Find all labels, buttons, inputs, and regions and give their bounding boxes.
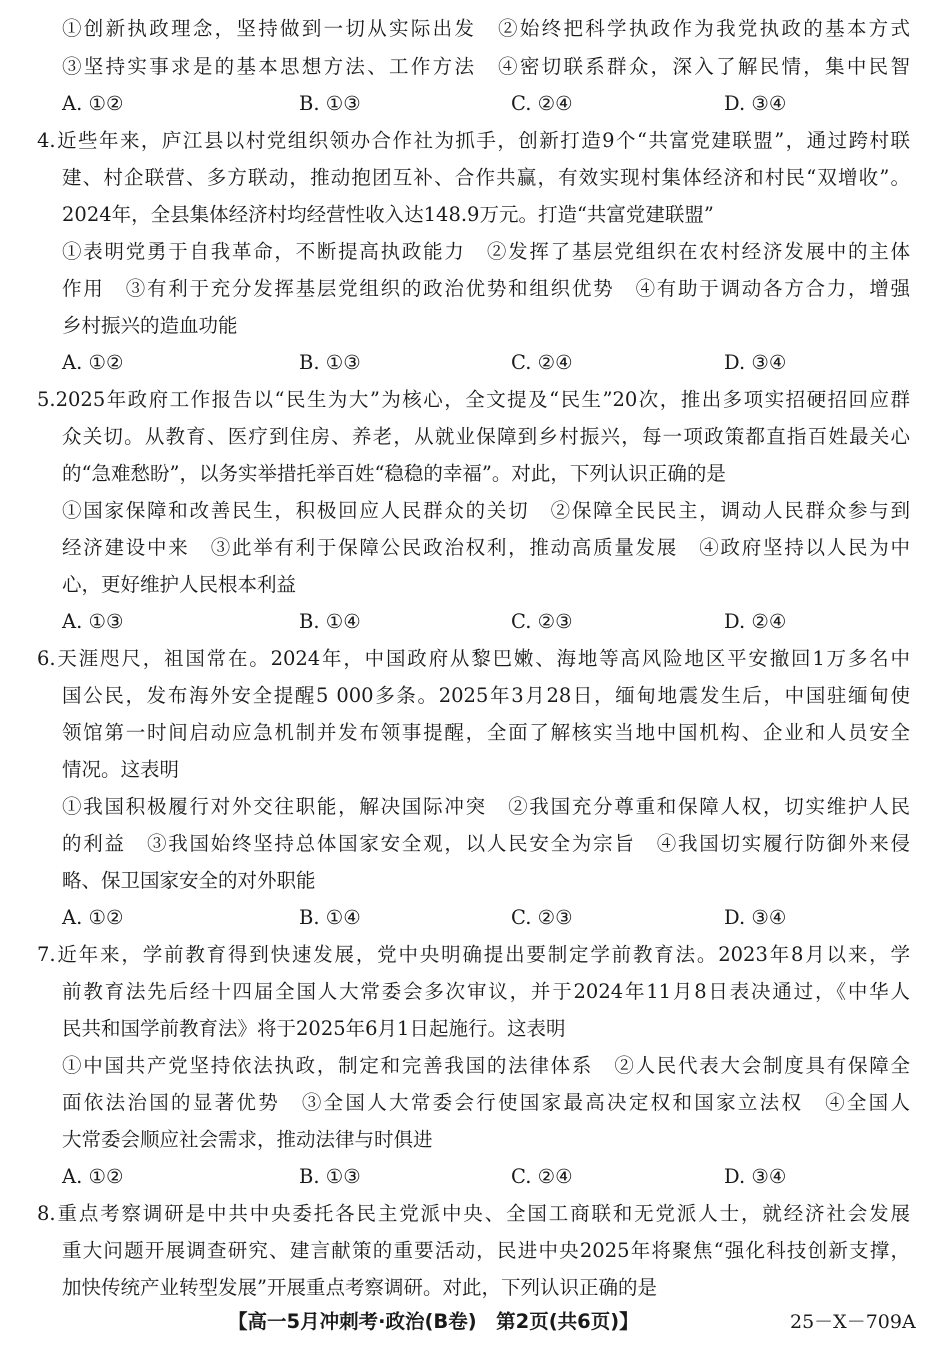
q5-option-b: B. ①④: [299, 610, 361, 633]
q7-option-d: D. ③④: [724, 1165, 787, 1188]
q6-option-d: D. ③④: [724, 906, 787, 929]
q7-stem-line: 前教育法先后经十四届全国人大常委会多次审议，并于2024年11月8日表决通过，《中华人: [62, 980, 910, 1003]
q4-options: [62, 351, 910, 375]
q6-statement-line: ①我国积极履行对外交往职能，解决国际冲突 ②我国充分尊重和保障人权，切实维护人民: [62, 795, 910, 818]
q7-option-b: B. ①③: [299, 1165, 361, 1188]
q5-option-d: D. ②④: [724, 610, 787, 633]
q3-statement-line: ③坚持实事求是的基本思想方法、工作方法 ④密切联系群众，深入了解民情，集中民智: [62, 55, 910, 78]
q6-statement-line: 的利益 ③我国始终坚持总体国家安全观，以人民安全为宗旨 ④我国切实履行防御外来侵: [62, 832, 910, 855]
q3-options: [62, 92, 910, 116]
q6-stem-line: 情况。这表明: [62, 758, 180, 781]
q6-stem-line: 6.天涯咫尺，祖国常在。2024年，中国政府从黎巴嫩、海地等高风险地区平安撤回1万多名中: [37, 647, 910, 670]
q7-statement-line: ①中国共产党坚持依法执政，制定和完善我国的法律体系 ②人民代表大会制度具有保障全: [62, 1054, 910, 1077]
q4-statement-line: 作用 ③有利于充分发挥基层党组织的政治优势和组织优势 ④有助于调动各方合力，增强: [62, 277, 910, 300]
page-footer-title: 【高一5月冲刺考·政治(B卷) 第2页(共6页)】: [228, 1310, 639, 1333]
q7-statement-line: 大常委会顺应社会需求，推动法律与时俱进: [62, 1128, 433, 1151]
q3-option-a: A. ①②: [62, 92, 124, 115]
q3-statement-line: ①创新执政理念，坚持做到一切从实际出发 ②始终把科学执政作为我党执政的基本方式: [62, 17, 910, 40]
page-footer-code: 25－X－709A: [790, 1311, 916, 1333]
q6-options: [62, 906, 910, 930]
q6-statement-line: 略、保卫国家安全的对外职能: [62, 869, 316, 892]
q7-stem-line: 民共和国学前教育法》将于2025年6月1日起施行。这表明: [62, 1017, 566, 1040]
q4-option-a: A. ①②: [62, 351, 124, 374]
q4-stem-line: 建、村企联营、多方联动，推动抱团互补、合作共赢，有效实现村集体经济和村民“双增收”。: [62, 166, 910, 189]
q7-statement-line: 面依法治国的显著优势 ③全国人大常委会行使国家最高决定权和国家立法权 ④全国人: [62, 1091, 910, 1114]
q4-option-c: C. ②④: [511, 351, 573, 374]
q4-stem-line: 4.近些年来，庐江县以村党组织领办合作社为抓手，创新打造9个“共富党建联盟”，通过跨村联: [37, 129, 910, 152]
q4-statement-line: 乡村振兴的造血功能: [62, 314, 238, 337]
q7-option-c: C. ②④: [511, 1165, 573, 1188]
q8-stem-line: 加快传统产业转型发展”开展重点考察调研。对此，下列认识正确的是: [62, 1276, 657, 1299]
q7-options: [62, 1165, 910, 1189]
q5-options: [62, 610, 910, 634]
q4-statement-line: ①表明党勇于自我革命，不断提高执政能力 ②发挥了基层党组织在农村经济发展中的主体: [62, 240, 910, 263]
q7-option-a: A. ①②: [62, 1165, 124, 1188]
q5-statement-line: ①国家保障和改善民生，积极回应人民群众的关切 ②保障全民民主，调动人民群众参与到: [62, 499, 910, 522]
q3-option-b: B. ①③: [299, 92, 361, 115]
q4-option-d: D. ③④: [724, 351, 787, 374]
q6-option-c: C. ②③: [511, 906, 573, 929]
q5-stem-line: 5.2025年政府工作报告以“民生为大”为核心，全文提及“民生”20次，推出多项实招硬招回应群: [37, 388, 910, 411]
q5-option-c: C. ②③: [511, 610, 573, 633]
q3-option-d: D. ③④: [724, 92, 787, 115]
q5-option-a: A. ①③: [62, 610, 124, 633]
q6-option-a: A. ①②: [62, 906, 124, 929]
q5-stem-line: 众关切。从教育、医疗到住房、养老，从就业保障到乡村振兴，每一项政策都直指百姓最关心: [62, 425, 910, 448]
q4-stem-line: 2024年，全县集体经济村均经营性收入达148.9万元。打造“共富党建联盟”: [62, 203, 714, 226]
q3-option-c: C. ②④: [511, 92, 573, 115]
q8-stem-line: 重大问题开展调查研究、建言献策的重要活动，民进中央2025年将聚焦“强化科技创新支撑，: [62, 1239, 910, 1262]
q6-stem-line: 领馆第一时间启动应急机制并发布领事提醒，全面了解核实当地中国机构、企业和人员安全: [62, 721, 910, 744]
q6-stem-line: 国公民，发布海外安全提醒5 000多条。2025年3月28日，缅甸地震发生后，中国驻缅甸使: [62, 684, 910, 707]
q6-option-b: B. ①④: [299, 906, 361, 929]
q8-stem-line: 8.重点考察调研是中共中央委托各民主党派中央、全国工商联和无党派人士，就经济社会发展: [37, 1202, 910, 1225]
q7-stem-line: 7.近年来，学前教育得到快速发展，党中央明确提出要制定学前教育法。2023年8月以来，学: [37, 943, 910, 966]
q5-statement-line: 经济建设中来 ③此举有利于保障公民政治权利，推动高质量发展 ④政府坚持以人民为中: [62, 536, 910, 559]
q5-stem-line: 的“急难愁盼”，以务实举措托举百姓“稳稳的幸福”。对此，下列认识正确的是: [62, 462, 726, 485]
q4-option-b: B. ①③: [299, 351, 361, 374]
q5-statement-line: 心，更好维护人民根本利益: [62, 573, 297, 596]
